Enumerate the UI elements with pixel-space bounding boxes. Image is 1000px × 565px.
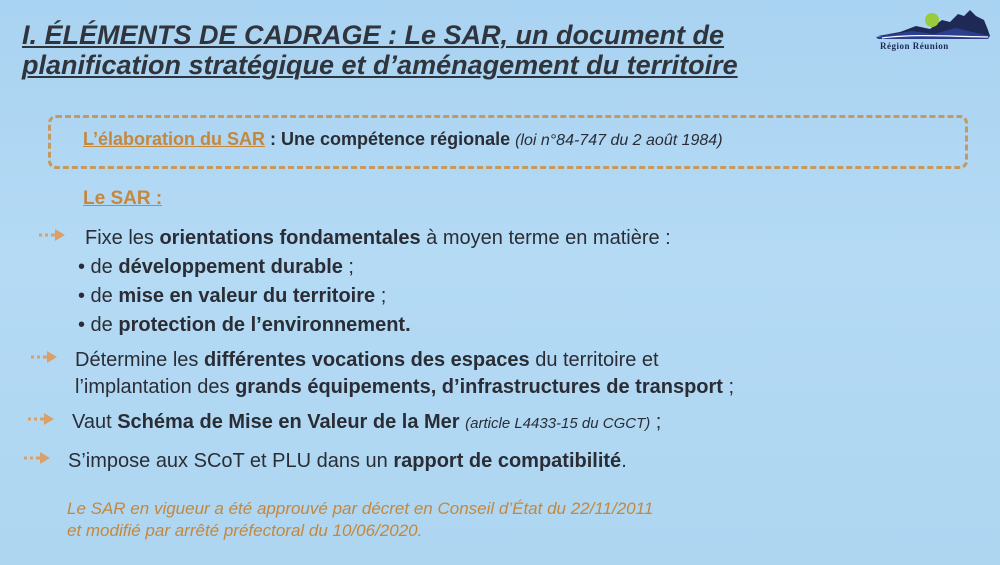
sub-item-mise-en-valeur [78, 283, 386, 309]
sub-item-text: ; [342, 256, 354, 278]
logo-text: Région Réunion [880, 41, 949, 51]
title-line-1: I. ÉLÉMENTS DE CADRAGE : Le SAR, un document de [22, 20, 725, 50]
item-text: ; [722, 376, 735, 398]
sub-item-developpement [78, 254, 354, 280]
item-text: . [621, 450, 627, 472]
list-item-vocations-line-2 [75, 374, 734, 400]
footnote [67, 498, 653, 542]
item-text: ; [650, 411, 662, 433]
list-item-vocations-line-1 [75, 347, 659, 373]
item-text: Fixe les [85, 227, 160, 249]
item-bold: grands équipements, d’infrastructures de transport [235, 376, 723, 398]
arrow-right-icon [27, 412, 55, 426]
item-bold: orientations fondamentales [159, 227, 421, 249]
slide-title [22, 20, 882, 80]
item-bold: différentes vocations des espaces [203, 349, 530, 371]
competence-frame [48, 115, 968, 169]
item-bold: rapport de compatibilité [393, 450, 622, 472]
list-item-orientations [85, 225, 671, 251]
item-text: à moyen terme en matière : [420, 227, 671, 249]
article-ref: (article L4433-15 du CGCT) [465, 415, 651, 432]
sub-item-bold: protection de l’environnement. [118, 314, 411, 336]
list-item-schema-mer [72, 409, 661, 437]
item-text: Détermine les [75, 349, 204, 371]
item-bold: Schéma de Mise en Valeur de la Mer [117, 411, 460, 433]
sub-item-bold: développement durable [118, 256, 343, 278]
region-reunion-logo [872, 6, 992, 54]
item-text: du territoire et [529, 349, 659, 371]
sub-item-bold: mise en valeur du territoire [118, 285, 376, 307]
item-text: Vaut [72, 411, 118, 433]
title-line-2: planification stratégique et d’aménagement du territoire [22, 50, 738, 80]
arrow-right-icon [30, 350, 58, 364]
item-text: S’impose aux SCoT et PLU dans un [68, 450, 394, 472]
arrow-right-icon [38, 228, 66, 242]
sar-heading: Le SAR : [83, 188, 163, 209]
footnote-line-1: Le SAR en vigueur a été approuvé par décret en Conseil d’État du 22/11/2011 [67, 499, 654, 518]
logo-sun-icon [925, 13, 939, 27]
list-item-compatibilite [68, 448, 627, 474]
sub-item-protection [78, 312, 411, 338]
sub-item-text: • de [78, 314, 119, 336]
frame-sep: : [265, 129, 282, 149]
sub-item-text: ; [375, 285, 387, 307]
frame-law-ref: (loi n°84-747 du 2 août 1984) [515, 132, 723, 149]
sub-item-text: • de [78, 285, 119, 307]
frame-label: L’élaboration du SAR [83, 129, 266, 149]
arrow-right-icon [23, 451, 51, 465]
footnote-line-2: et modifié par arrêté préfectoral du 10/06/2020. [67, 521, 423, 540]
logo-mountain-icon [872, 6, 992, 42]
frame-line [83, 129, 723, 150]
item-text: l’implantation des [75, 376, 236, 398]
sub-item-text: • de [78, 256, 119, 278]
frame-text: Une compétence régionale [281, 129, 516, 149]
